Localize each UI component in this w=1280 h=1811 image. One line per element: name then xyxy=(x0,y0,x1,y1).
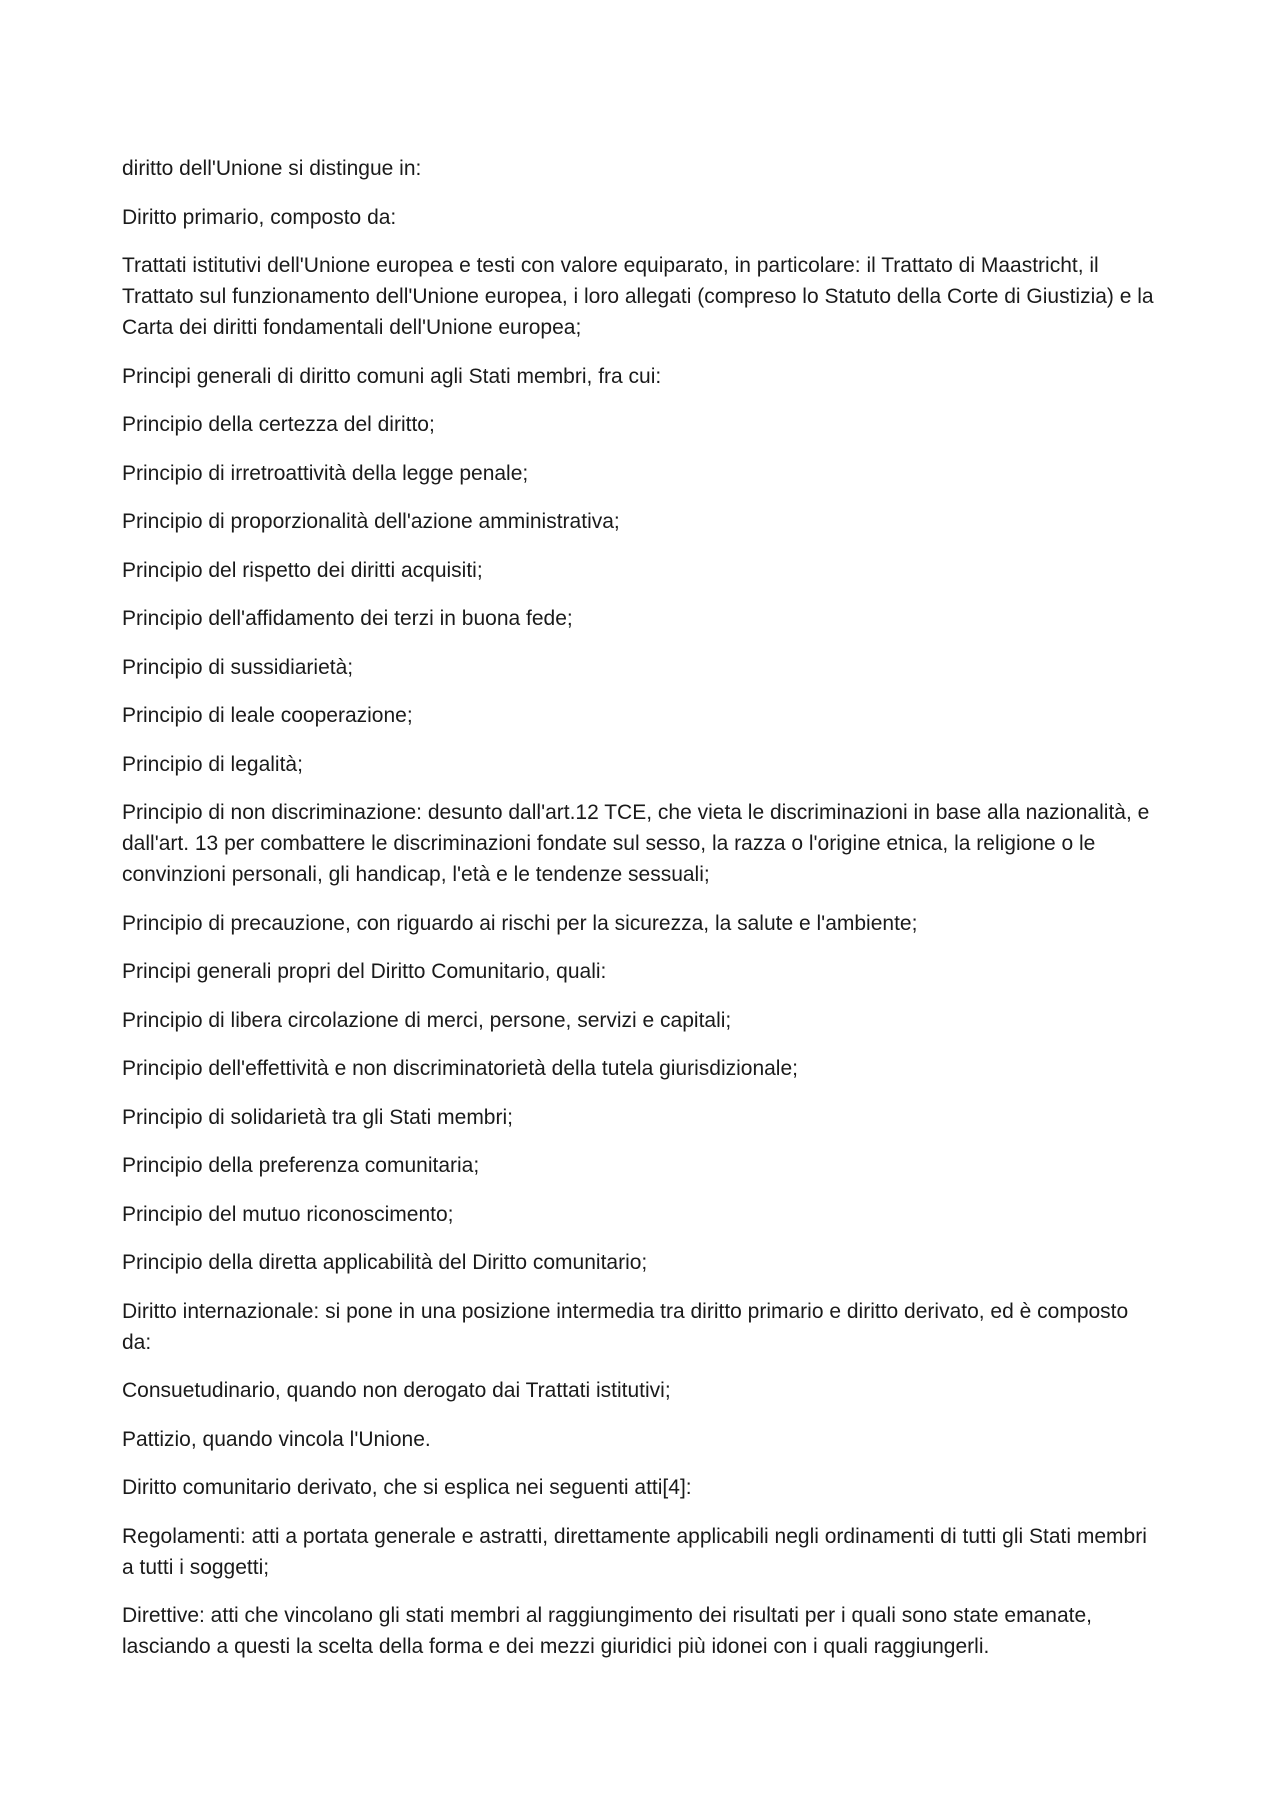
paragraph-trattati-istitutivi: Trattati istitutivi dell'Unione europea e testi con valore equiparato, in particolare: il Trattato di Maastricht, il Trattato sul funzionamento dell'Unione europea, i loro allegati (compreso lo Statuto della Corte di Giustizia) e la Carta dei diritti fondamentali dell'Unione europea; xyxy=(122,254,1154,339)
paragraph-principio-libera-circolazione: Principio di libera circolazione di merci, persone, servizi e capitali; xyxy=(122,1008,732,1032)
paragraph-principio-sussidiarieta: Principio di sussidiarietà; xyxy=(122,655,354,679)
paragraph-principi-generali-comuni: Principi generali di diritto comuni agli Stati membri, fra cui: xyxy=(122,364,662,388)
paragraph-direttive: Direttive: atti che vincolano gli stati membri al raggiungimento dei risultati per i quali sono state emanate, lasciando a questi la scelta della forma e dei mezzi giuridici più idonei con i quali raggiungerli. xyxy=(122,1604,1092,1658)
paragraph-principio-irretroattivita: Principio di irretroattività della legge penale; xyxy=(122,461,529,485)
paragraph-diritto-primario: Diritto primario, composto da: xyxy=(122,205,397,229)
paragraph-principio-effettivita: Principio dell'effettività e non discriminatorietà della tutela giurisdizionale; xyxy=(122,1057,798,1080)
paragraph-principio-preferenza: Principio della preferenza comunitaria; xyxy=(122,1154,480,1177)
paragraph-principio-certezza: Principio della certezza del diritto; xyxy=(122,413,435,436)
paragraph-regolamenti: Regolamenti: atti a portata generale e astratti, direttamente applicabili negli ordinamenti di tutti gli Stati membri a tutti i soggetti; xyxy=(122,1524,1147,1579)
paragraph-consuetudinario: Consuetudinario, quando non derogato dai Trattati istitutivi; xyxy=(122,1379,671,1402)
paragraph-principio-mutuo-riconoscimento: Principio del mutuo riconoscimento; xyxy=(122,1202,454,1226)
paragraph-diritto-derivato: Diritto comunitario derivato, che si esplica nei seguenti atti[4]: xyxy=(122,1476,692,1499)
paragraph-principio-proporzionalita: Principio di proporzionalità dell'azione amministrativa; xyxy=(122,510,620,533)
paragraph-principi-generali-propri: Principi generali propri del Diritto Comunitario, quali: xyxy=(122,960,607,983)
paragraph-principio-solidarieta: Principio di solidarietà tra gli Stati membri; xyxy=(122,1105,513,1129)
paragraph-principio-affidamento: Principio dell'affidamento dei terzi in buona fede; xyxy=(122,607,573,630)
paragraph-intro: diritto dell'Unione si distingue in: xyxy=(122,157,422,180)
paragraph-principio-leale-cooperazione: Principio di leale cooperazione; xyxy=(122,704,413,727)
paragraph-principio-diritti-acquisiti: Principio del rispetto dei diritti acquisiti; xyxy=(122,558,483,582)
document-body xyxy=(122,153,1162,1680)
paragraph-principio-legalita: Principio di legalità; xyxy=(122,752,303,776)
paragraph-diritto-internazionale: Diritto internazionale: si pone in una posizione intermedia tra diritto primario e diritto derivato, ed è composto da: xyxy=(122,1299,1129,1354)
paragraph-principio-diretta-applicabilita: Principio della diretta applicabilità del Diritto comunitario; xyxy=(122,1251,648,1274)
paragraph-principio-precauzione: Principio di precauzione, con riguardo ai rischi per la sicurezza, la salute e l'ambiente; xyxy=(122,911,918,935)
paragraph-pattizio: Pattizio, quando vincola l'Unione. xyxy=(122,1427,431,1451)
paragraph-principio-non-discriminazione: Principio di non discriminazione: desunto dall'art.12 TCE, che vieta le discriminazioni in base alla nazionalità, e dall'art. 13 per combattere le discriminazioni fondate sul sesso, la razza o l'origine etnica, la religione o le convinzioni personali, gli handicap, l'età e le tendenze sessuali; xyxy=(122,801,1150,886)
